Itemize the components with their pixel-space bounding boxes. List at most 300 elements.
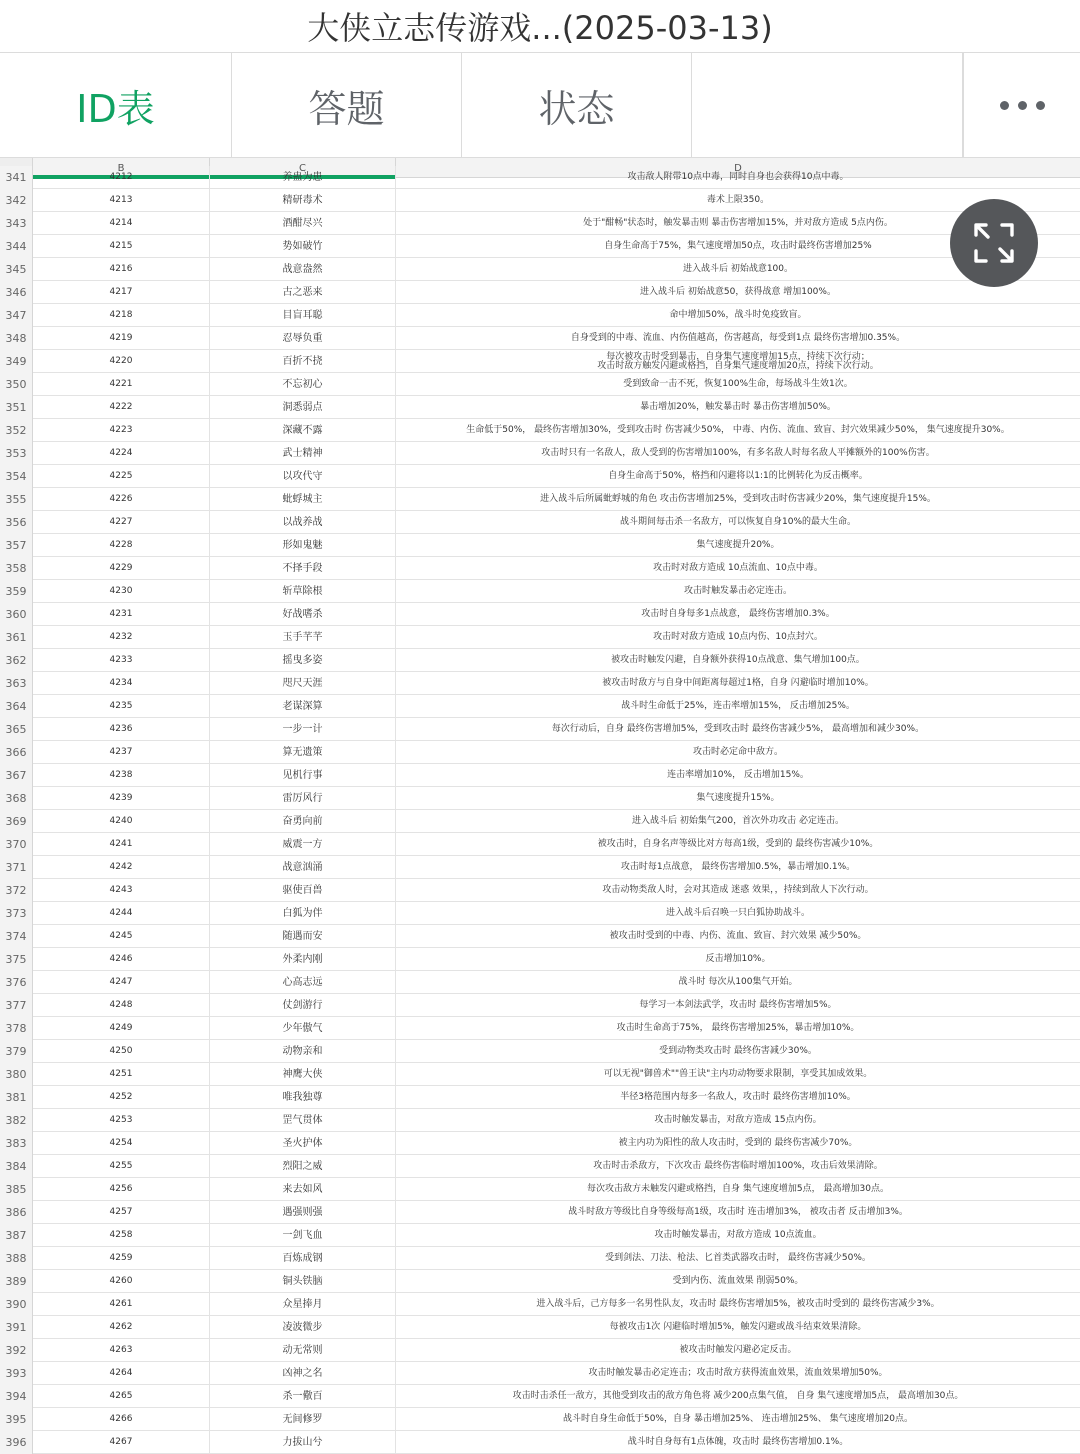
cell-name[interactable]: 遇强则强 (210, 1201, 396, 1224)
table-row[interactable] (0, 1431, 1080, 1454)
table-row[interactable] (0, 1086, 1080, 1109)
cell-description[interactable] (396, 1086, 1080, 1109)
cell-name[interactable]: 随遇而安 (210, 925, 396, 948)
cell-id[interactable]: 4231 (33, 603, 210, 626)
row-number[interactable]: 360 (0, 603, 33, 626)
table-row[interactable] (0, 741, 1080, 764)
cell-id[interactable]: 4235 (33, 695, 210, 718)
table-row[interactable] (0, 1408, 1080, 1431)
description-line: 半径3格范围内每多一名敌人，攻击时 最终伤害增加10%。 (620, 1092, 856, 1102)
table-row[interactable] (0, 649, 1080, 672)
cell-description[interactable] (396, 304, 1080, 327)
cell-description[interactable] (396, 465, 1080, 488)
cell-name[interactable]: 洞悉弱点 (210, 396, 396, 419)
cell-name[interactable]: 势如破竹 (210, 235, 396, 258)
cell-name[interactable]: 老谋深算 (210, 695, 396, 718)
cell-name[interactable]: 咫尺天涯 (210, 672, 396, 695)
table-row[interactable] (0, 1017, 1080, 1040)
table-row[interactable] (0, 304, 1080, 327)
cell-description[interactable] (396, 1431, 1080, 1454)
cell-description[interactable] (396, 994, 1080, 1017)
cell-description[interactable] (396, 1178, 1080, 1201)
cell-id[interactable]: 4246 (33, 948, 210, 971)
cell-name[interactable]: 形如鬼魅 (210, 534, 396, 557)
row-number[interactable]: 353 (0, 442, 33, 465)
row-number[interactable]: 342 (0, 189, 33, 212)
cell-name[interactable]: 摇曳多姿 (210, 649, 396, 672)
table-row[interactable] (0, 695, 1080, 718)
cell-name[interactable]: 威震一方 (210, 833, 396, 856)
cell-id[interactable]: 4251 (33, 1063, 210, 1086)
cell-name[interactable]: 外柔内刚 (210, 948, 396, 971)
cell-name[interactable]: 白狐为伴 (210, 902, 396, 925)
cell-name[interactable]: 好战嗜杀 (210, 603, 396, 626)
cell-description[interactable] (396, 810, 1080, 833)
cell-id[interactable]: 4253 (33, 1109, 210, 1132)
cell-description[interactable] (396, 833, 1080, 856)
table-row[interactable] (0, 557, 1080, 580)
table-row[interactable] (0, 1040, 1080, 1063)
table-row[interactable] (0, 580, 1080, 603)
cell-description[interactable] (396, 534, 1080, 557)
row-number[interactable]: 386 (0, 1201, 33, 1224)
cell-id[interactable]: 4233 (33, 649, 210, 672)
cell-description[interactable] (396, 1155, 1080, 1178)
table-row[interactable] (0, 189, 1080, 212)
table-row[interactable] (0, 1247, 1080, 1270)
cell-description[interactable] (396, 741, 1080, 764)
cell-description[interactable] (396, 971, 1080, 994)
row-number[interactable]: 371 (0, 856, 33, 879)
cell-description[interactable] (396, 1339, 1080, 1362)
row-number[interactable]: 368 (0, 787, 33, 810)
row-number[interactable]: 343 (0, 212, 33, 235)
cell-id[interactable]: 4226 (33, 488, 210, 511)
cell-name[interactable]: 一步一计 (210, 718, 396, 741)
cell-name[interactable]: 罡气贯体 (210, 1109, 396, 1132)
cell-id[interactable]: 4257 (33, 1201, 210, 1224)
description-line: 攻击时必定命中敌方。 (692, 747, 783, 757)
cell-description[interactable] (396, 1293, 1080, 1316)
cell-id[interactable]: 4243 (33, 879, 210, 902)
row-number[interactable]: 372 (0, 879, 33, 902)
row-number[interactable]: 345 (0, 258, 33, 281)
description-line: 集气速度提升20%。 (696, 540, 780, 550)
row-number[interactable]: 359 (0, 580, 33, 603)
table-row[interactable] (0, 672, 1080, 695)
table-row[interactable] (0, 327, 1080, 350)
row-number[interactable]: 383 (0, 1132, 33, 1155)
cell-id[interactable]: 4262 (33, 1316, 210, 1339)
cell-name[interactable]: 烈阳之威 (210, 1155, 396, 1178)
row-number[interactable]: 352 (0, 419, 33, 442)
cell-id[interactable]: 4265 (33, 1385, 210, 1408)
sheet-tab-bar (0, 52, 1080, 158)
table-row[interactable] (0, 1155, 1080, 1178)
table-row[interactable] (0, 1224, 1080, 1247)
cell-name[interactable]: 圣火护体 (210, 1132, 396, 1155)
cell-id[interactable]: 4242 (33, 856, 210, 879)
cell-name[interactable]: 斩草除根 (210, 580, 396, 603)
cell-id[interactable]: 4222 (33, 396, 210, 419)
row-number[interactable]: 393 (0, 1362, 33, 1385)
cell-description[interactable] (396, 1247, 1080, 1270)
cell-id[interactable]: 4240 (33, 810, 210, 833)
row-number[interactable]: 390 (0, 1293, 33, 1316)
row-number[interactable]: 365 (0, 718, 33, 741)
cell-name[interactable]: 蚍蜉城主 (210, 488, 396, 511)
cell-description[interactable] (396, 672, 1080, 695)
cell-id[interactable]: 4232 (33, 626, 210, 649)
row-number[interactable]: 357 (0, 534, 33, 557)
row-number[interactable]: 381 (0, 1086, 33, 1109)
cell-id[interactable]: 4250 (33, 1040, 210, 1063)
cell-description[interactable] (396, 419, 1080, 442)
row-number[interactable]: 348 (0, 327, 33, 350)
description-line: 被攻击时敌方与自身中间距离每超过1格，自身 闪避临时增加10%。 (602, 678, 874, 688)
cell-name[interactable]: 战意汹涌 (210, 856, 396, 879)
table-row[interactable] (0, 1109, 1080, 1132)
row-number[interactable]: 358 (0, 557, 33, 580)
row-number[interactable]: 350 (0, 373, 33, 396)
row-number[interactable]: 367 (0, 764, 33, 787)
tab-id-table[interactable]: ID表 (0, 53, 232, 157)
row-number[interactable]: 391 (0, 1316, 33, 1339)
description-line: 战斗期间每击杀一名敌方，可以恢复自身10%的最大生命。 (619, 517, 856, 527)
cell-id[interactable]: 4223 (33, 419, 210, 442)
row-number[interactable]: 351 (0, 396, 33, 419)
cell-id[interactable]: 4234 (33, 672, 210, 695)
cell-description[interactable] (396, 442, 1080, 465)
row-number[interactable]: 347 (0, 304, 33, 327)
row-number[interactable]: 394 (0, 1385, 33, 1408)
row-number[interactable]: 396 (0, 1431, 33, 1454)
table-row[interactable] (0, 718, 1080, 741)
cell-description[interactable] (396, 1132, 1080, 1155)
row-number[interactable]: 373 (0, 902, 33, 925)
cell-description[interactable] (396, 649, 1080, 672)
cell-description[interactable] (396, 350, 1080, 373)
table-row[interactable] (0, 1270, 1080, 1293)
cell-description[interactable] (396, 396, 1080, 419)
cell-id[interactable]: 4263 (33, 1339, 210, 1362)
cell-id[interactable]: 4259 (33, 1247, 210, 1270)
cell-name[interactable]: 无间修罗 (210, 1408, 396, 1431)
table-row[interactable] (0, 948, 1080, 971)
cell-id[interactable]: 4228 (33, 534, 210, 557)
row-number[interactable]: 361 (0, 626, 33, 649)
spreadsheet-grid[interactable] (0, 158, 1080, 1449)
cell-description[interactable] (396, 695, 1080, 718)
description-line: 自身受到的中毒、流血、内伤值越高，伤害越高，每受到1点 最终伤害增加0.35%。 (570, 333, 906, 343)
row-number[interactable]: 387 (0, 1224, 33, 1247)
cell-id[interactable]: 4215 (33, 235, 210, 258)
cell-name[interactable]: 算无遗策 (210, 741, 396, 764)
cell-id[interactable]: 4213 (33, 189, 210, 212)
cell-name[interactable]: 凌波微步 (210, 1316, 396, 1339)
cell-description[interactable] (396, 902, 1080, 925)
cell-name[interactable]: 神鹰大侠 (210, 1063, 396, 1086)
table-row[interactable] (0, 1132, 1080, 1155)
table-row[interactable] (0, 258, 1080, 281)
row-number[interactable]: 389 (0, 1270, 33, 1293)
cell-id[interactable]: 4258 (33, 1224, 210, 1247)
cell-id[interactable]: 4212 (33, 166, 210, 189)
table-row[interactable] (0, 1178, 1080, 1201)
cell-name[interactable]: 百炼成钢 (210, 1247, 396, 1270)
cell-description[interactable] (396, 327, 1080, 350)
row-number[interactable]: 375 (0, 948, 33, 971)
cell-id[interactable]: 4214 (33, 212, 210, 235)
description-line: 攻击时对敌方造成 10点流血、10点中毒。 (653, 563, 823, 573)
table-row[interactable] (0, 396, 1080, 419)
table-row[interactable] (0, 1316, 1080, 1339)
cell-id[interactable]: 4252 (33, 1086, 210, 1109)
row-number[interactable]: 384 (0, 1155, 33, 1178)
cell-id[interactable]: 4239 (33, 787, 210, 810)
cell-id[interactable]: 4236 (33, 718, 210, 741)
cell-id[interactable]: 4229 (33, 557, 210, 580)
cell-description[interactable] (396, 1063, 1080, 1086)
row-number[interactable]: 344 (0, 235, 33, 258)
cell-description[interactable] (396, 787, 1080, 810)
table-row[interactable] (0, 166, 1080, 189)
cell-name[interactable]: 武士精神 (210, 442, 396, 465)
table-row[interactable] (0, 1293, 1080, 1316)
cell-id[interactable]: 4227 (33, 511, 210, 534)
cell-name[interactable]: 一剑飞血 (210, 1224, 396, 1247)
table-row[interactable] (0, 1063, 1080, 1086)
cell-description[interactable] (396, 373, 1080, 396)
cell-id[interactable]: 4264 (33, 1362, 210, 1385)
cell-description[interactable] (396, 1362, 1080, 1385)
cell-id[interactable]: 4256 (33, 1178, 210, 1201)
row-number[interactable]: 376 (0, 971, 33, 994)
cell-description[interactable] (396, 1224, 1080, 1247)
row-number[interactable]: 366 (0, 741, 33, 764)
table-row[interactable] (0, 373, 1080, 396)
cell-id[interactable]: 4266 (33, 1408, 210, 1431)
table-row[interactable] (0, 235, 1080, 258)
cell-name[interactable]: 众星捧月 (210, 1293, 396, 1316)
cell-description[interactable] (396, 488, 1080, 511)
cell-id[interactable]: 4248 (33, 994, 210, 1017)
cell-description[interactable] (396, 718, 1080, 741)
table-row[interactable] (0, 994, 1080, 1017)
row-number[interactable]: 378 (0, 1017, 33, 1040)
cell-description[interactable] (396, 1040, 1080, 1063)
cell-description[interactable] (396, 166, 1080, 189)
table-row[interactable] (0, 925, 1080, 948)
table-row[interactable] (0, 902, 1080, 925)
cell-name[interactable]: 来去如风 (210, 1178, 396, 1201)
description-line: 战斗时 每次从100集气开始。 (678, 977, 798, 987)
cell-id[interactable]: 4254 (33, 1132, 210, 1155)
cell-name[interactable]: 目盲耳聪 (210, 304, 396, 327)
cell-name[interactable]: 百折不挠 (210, 350, 396, 373)
table-row[interactable] (0, 1201, 1080, 1224)
cell-description[interactable] (396, 856, 1080, 879)
row-number[interactable]: 392 (0, 1339, 33, 1362)
table-row[interactable] (0, 212, 1080, 235)
cell-id[interactable]: 4267 (33, 1431, 210, 1454)
cell-name[interactable]: 凶神之名 (210, 1362, 396, 1385)
cell-name[interactable]: 古之恶来 (210, 281, 396, 304)
description-line: 攻击时触发暴击，对敌方造成 15点内伤。 (654, 1115, 822, 1125)
row-number[interactable]: 355 (0, 488, 33, 511)
cell-description[interactable] (396, 879, 1080, 902)
cell-name[interactable]: 少年傲气 (210, 1017, 396, 1040)
cell-description[interactable] (396, 948, 1080, 971)
cell-name[interactable]: 唯我独尊 (210, 1086, 396, 1109)
cell-description[interactable] (396, 1109, 1080, 1132)
table-row[interactable] (0, 511, 1080, 534)
row-number[interactable]: 388 (0, 1247, 33, 1270)
cell-description[interactable] (396, 925, 1080, 948)
cell-description[interactable] (396, 511, 1080, 534)
description-line: 每次被攻击时受到暴击，自身集气速度增加15点，持续下次行动； (606, 351, 870, 362)
table-row[interactable] (0, 281, 1080, 304)
cell-id[interactable]: 4255 (33, 1155, 210, 1178)
column-header-d[interactable]: D (734, 162, 742, 174)
cell-description[interactable] (396, 281, 1080, 304)
cell-id[interactable]: 4261 (33, 1293, 210, 1316)
row-number[interactable]: 346 (0, 281, 33, 304)
row-number[interactable]: 385 (0, 1178, 33, 1201)
cell-id[interactable]: 4245 (33, 925, 210, 948)
cell-description[interactable] (396, 603, 1080, 626)
cell-id[interactable]: 4216 (33, 258, 210, 281)
table-row[interactable] (0, 534, 1080, 557)
row-number[interactable]: 382 (0, 1109, 33, 1132)
cell-id[interactable]: 4220 (33, 350, 210, 373)
cell-name[interactable]: 动无常则 (210, 1339, 396, 1362)
cell-id[interactable]: 4244 (33, 902, 210, 925)
cell-id[interactable]: 4217 (33, 281, 210, 304)
cell-description[interactable] (396, 1270, 1080, 1293)
cell-id[interactable]: 4230 (33, 580, 210, 603)
cell-description[interactable] (396, 764, 1080, 787)
cell-description[interactable] (396, 1408, 1080, 1431)
cell-name[interactable]: 不择手段 (210, 557, 396, 580)
table-row[interactable] (0, 465, 1080, 488)
description-line: 连击率增加10%， 反击增加15%。 (667, 770, 809, 780)
row-number[interactable]: 356 (0, 511, 33, 534)
table-row[interactable] (0, 787, 1080, 810)
cell-id[interactable]: 4238 (33, 764, 210, 787)
table-row[interactable] (0, 442, 1080, 465)
cell-id[interactable]: 4224 (33, 442, 210, 465)
table-row[interactable] (0, 1362, 1080, 1385)
row-number[interactable]: 363 (0, 672, 33, 695)
cell-id[interactable]: 4241 (33, 833, 210, 856)
cell-name[interactable]: 杀一儆百 (210, 1385, 396, 1408)
cell-name[interactable]: 不忘初心 (210, 373, 396, 396)
row-number[interactable]: 349 (0, 350, 33, 373)
table-row[interactable] (0, 1385, 1080, 1408)
table-row[interactable] (0, 488, 1080, 511)
row-number[interactable]: 395 (0, 1408, 33, 1431)
cell-name[interactable]: 忍辱负重 (210, 327, 396, 350)
cell-name[interactable]: 见机行事 (210, 764, 396, 787)
cell-name[interactable]: 心高志远 (210, 971, 396, 994)
cell-name[interactable]: 战意盎然 (210, 258, 396, 281)
row-number[interactable]: 380 (0, 1063, 33, 1086)
table-row[interactable] (0, 810, 1080, 833)
cell-name[interactable]: 精研毒术 (210, 189, 396, 212)
row-number[interactable]: 379 (0, 1040, 33, 1063)
cell-id[interactable]: 4237 (33, 741, 210, 764)
cell-description[interactable] (396, 580, 1080, 603)
table-row[interactable] (0, 764, 1080, 787)
cell-name[interactable]: 以攻代守 (210, 465, 396, 488)
tab-status[interactable]: 状态 (462, 53, 692, 157)
cell-description[interactable] (396, 1385, 1080, 1408)
table-row[interactable] (0, 833, 1080, 856)
cell-id[interactable]: 4219 (33, 327, 210, 350)
cell-description[interactable] (396, 1316, 1080, 1339)
cell-name[interactable]: 驱使百兽 (210, 879, 396, 902)
cell-id[interactable]: 4249 (33, 1017, 210, 1040)
cell-name[interactable]: 玉手芊芊 (210, 626, 396, 649)
cell-description[interactable] (396, 1201, 1080, 1224)
cell-name[interactable]: 动物亲和 (210, 1040, 396, 1063)
tab-quiz[interactable]: 答题 (232, 53, 462, 157)
cell-id[interactable]: 4260 (33, 1270, 210, 1293)
row-number[interactable]: 341 (0, 166, 33, 189)
cell-name[interactable]: 深藏不露 (210, 419, 396, 442)
table-row[interactable] (0, 879, 1080, 902)
table-row[interactable] (0, 626, 1080, 649)
cell-name[interactable]: 力拔山兮 (210, 1431, 396, 1454)
column-header-c[interactable]: C (210, 158, 396, 178)
cell-id[interactable]: 4247 (33, 971, 210, 994)
cell-name[interactable]: 仗剑游行 (210, 994, 396, 1017)
table-row[interactable] (0, 856, 1080, 879)
table-row[interactable] (0, 971, 1080, 994)
table-row[interactable] (0, 603, 1080, 626)
cell-name[interactable]: 奋勇向前 (210, 810, 396, 833)
cell-id[interactable]: 4221 (33, 373, 210, 396)
description-line: 进入战斗后 初始集气200，首次外功攻击 必定连击。 (632, 816, 844, 826)
table-row[interactable] (0, 419, 1080, 442)
table-row[interactable] (0, 350, 1080, 373)
cell-name[interactable]: 以战养战 (210, 511, 396, 534)
description-line: 进入战斗后召唤一只白狐协助战斗。 (665, 908, 810, 918)
cell-description[interactable] (396, 626, 1080, 649)
cell-id[interactable]: 4218 (33, 304, 210, 327)
fullscreen-button[interactable] (950, 199, 1038, 287)
cell-id[interactable]: 4225 (33, 465, 210, 488)
row-number[interactable]: 369 (0, 810, 33, 833)
cell-name[interactable]: 酒酣尽兴 (210, 212, 396, 235)
description-line: 自身生命高于75%，集气速度增加50点，攻击时最终伤害增加25% (604, 241, 872, 251)
row-number[interactable]: 362 (0, 649, 33, 672)
more-tabs-button[interactable] (963, 53, 1080, 157)
cell-description[interactable] (396, 557, 1080, 580)
row-number[interactable]: 364 (0, 695, 33, 718)
cell-name[interactable]: 养蛊为患 (210, 166, 396, 189)
row-number[interactable]: 370 (0, 833, 33, 856)
row-number[interactable]: 374 (0, 925, 33, 948)
column-header-b[interactable]: B (33, 158, 210, 178)
cell-name[interactable]: 铜头铁脑 (210, 1270, 396, 1293)
row-number[interactable]: 354 (0, 465, 33, 488)
cell-name[interactable]: 雷厉风行 (210, 787, 396, 810)
table-row[interactable] (0, 1339, 1080, 1362)
cell-description[interactable] (396, 1017, 1080, 1040)
row-number[interactable]: 377 (0, 994, 33, 1017)
